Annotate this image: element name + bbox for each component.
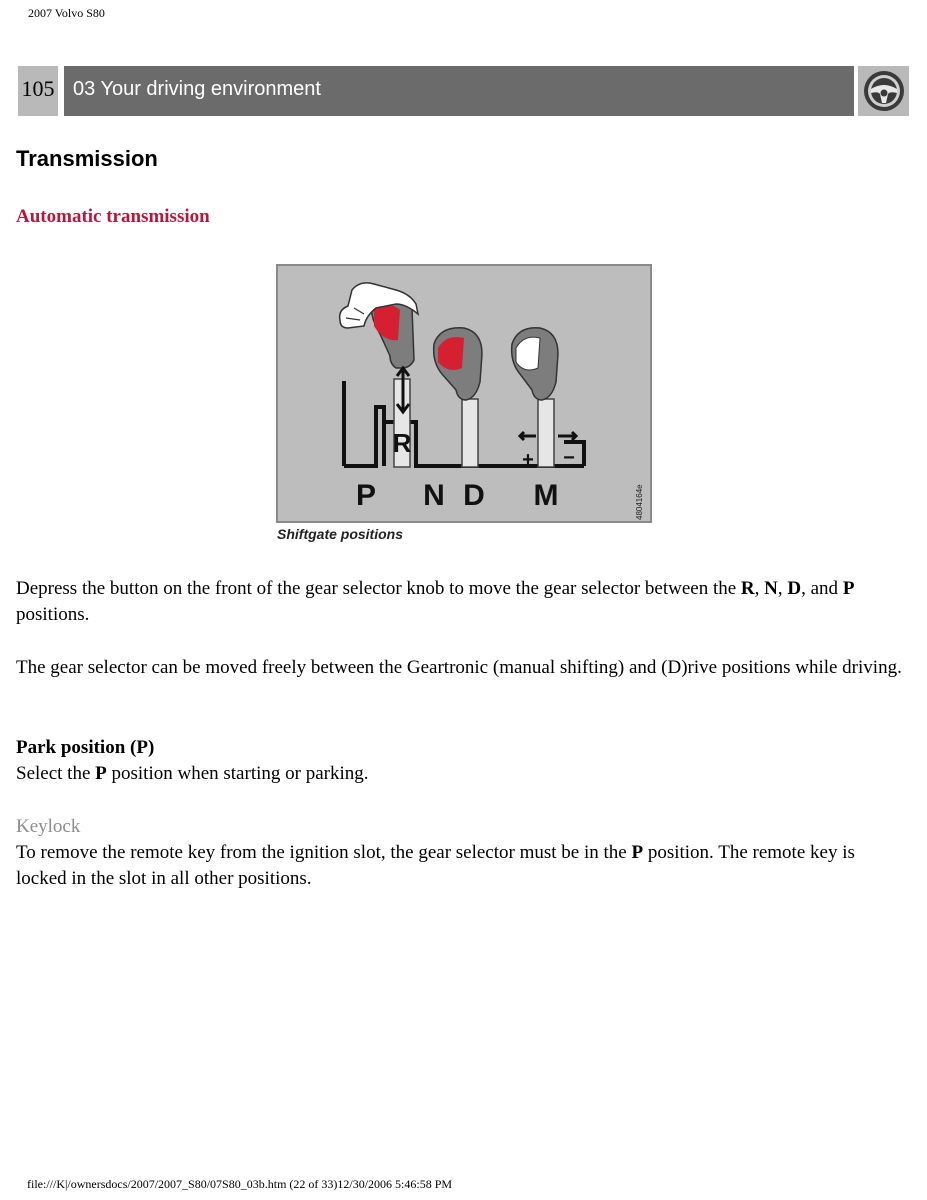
paragraph-gear-selector [16, 576, 906, 628]
keylock-heading: Keylock [16, 816, 81, 837]
p1-text-3: , [777, 578, 788, 599]
shiftgate-figure [276, 264, 652, 524]
p1-text-2: , [754, 578, 765, 599]
park-position-heading: Park position (P) [16, 737, 155, 758]
p3-text-2: position when starting or parking. [106, 763, 369, 784]
paragraph-keylock [16, 814, 906, 892]
section-title: 03 Your driving environment [64, 66, 854, 116]
paragraph-geartronic: The gear selector can be moved freely between the Geartronic (manual shifting) and (D)rive positions while driving. [16, 657, 902, 678]
figure-caption: Shiftgate positions [277, 526, 403, 542]
document-title: 2007 Volvo S80 [28, 6, 105, 20]
p1-text-1: Depress the button on the front of the gear selector knob to move the gear selector between the [16, 578, 741, 599]
steering-wheel-badge [858, 66, 909, 116]
reverse-label: R [392, 428, 412, 458]
p3-text-1: Select the [16, 763, 96, 784]
chapter-header [18, 66, 909, 116]
p1-bold-n: N [764, 578, 778, 599]
gear-label-d: D [463, 479, 485, 512]
p3-bold-p: P [95, 763, 107, 784]
paragraph-park-position [16, 735, 906, 787]
p4-text-2: position. The remote key is locked in the slot in all other positions. [16, 842, 855, 889]
section-subtitle: Automatic transmission [16, 206, 210, 227]
shaft-d [462, 399, 478, 467]
p1-text-4: , and [801, 578, 843, 599]
gear-label-n: N [423, 479, 445, 512]
p1-bold-d: D [787, 578, 802, 599]
gear-label-p: P [355, 479, 377, 512]
p1-text-5: positions. [16, 604, 90, 625]
page-number: 105 [18, 66, 62, 116]
plus-sign: + [522, 449, 534, 471]
shiftgate-illustration [276, 264, 652, 524]
p4-bold-p: P [631, 842, 644, 863]
shaft-m [538, 399, 554, 467]
gear-label-m: M [533, 479, 559, 512]
file-path-footer: file:///K|/ownersdocs/2007/2007_S80/07S80_03b.htm (22 of 33)12/30/2006 5:46:58 PM [27, 1177, 453, 1191]
p4-text-1: To remove the remote key from the ignition slot, the gear selector must be in the [16, 842, 632, 863]
p1-bold-p: P [842, 578, 855, 599]
image-code: 4804164e [635, 484, 644, 520]
p1-bold-r: R [740, 578, 755, 599]
steering-wheel-icon [862, 69, 906, 113]
minus-sign: − [563, 447, 575, 469]
page-title: Transmission [16, 146, 158, 171]
